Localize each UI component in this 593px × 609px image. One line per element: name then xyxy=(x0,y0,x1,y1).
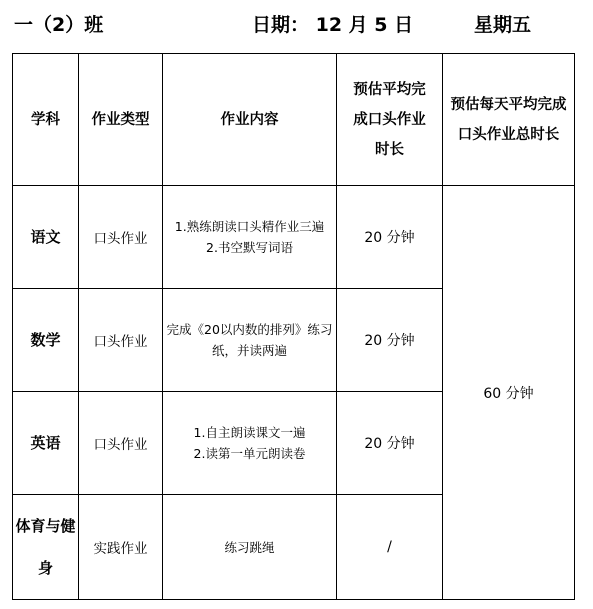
header-type: 作业类型 xyxy=(79,54,163,186)
date-label: 日期： 12 月 5 日 xyxy=(252,14,414,36)
header-estimate xyxy=(337,54,443,186)
header xyxy=(0,0,593,52)
table-row xyxy=(13,186,575,289)
content-cell xyxy=(163,495,337,600)
content-cell xyxy=(163,186,337,289)
content-line: 练习跳绳 xyxy=(224,539,275,555)
subject-cell: 语文 xyxy=(13,186,79,289)
header-total-line: 口头作业总时长 xyxy=(457,126,560,143)
estimate-cell: 20 分钟 xyxy=(337,392,443,495)
class-name: 一（2）班 xyxy=(14,14,104,36)
header-total xyxy=(443,54,575,186)
subject-cell: 英语 xyxy=(13,392,79,495)
total-cell: 60 分钟 xyxy=(443,186,575,600)
table-header-row xyxy=(13,54,575,186)
estimate-cell: 20 分钟 xyxy=(337,289,443,392)
header-estimate-line: 成口头作业 xyxy=(353,111,426,128)
header-estimate-line: 预估平均完 xyxy=(353,81,426,98)
type-cell: 实践作业 xyxy=(79,495,163,600)
estimate-cell: / xyxy=(337,495,443,600)
weekday-label: 星期五 xyxy=(474,14,532,36)
type-cell: 口头作业 xyxy=(79,392,163,495)
content-cell xyxy=(163,392,337,495)
content-line: 完成《20以内数的排列》练习纸，并读两遍 xyxy=(166,322,333,358)
content-line: 1.自主朗读课文一遍 xyxy=(193,425,306,440)
header-content: 作业内容 xyxy=(163,54,337,186)
type-cell: 口头作业 xyxy=(79,186,163,289)
header-total-line: 预估每天平均完成 xyxy=(450,96,567,113)
homework-table xyxy=(12,53,575,600)
content-line: 2.读第一单元朗读卷 xyxy=(193,446,306,461)
content-line: 1.熟练朗读口头精作业三遍 xyxy=(174,219,325,234)
type-cell: 口头作业 xyxy=(79,289,163,392)
estimate-cell: 20 分钟 xyxy=(337,186,443,289)
header-subject: 学科 xyxy=(13,54,79,186)
subject-cell: 数学 xyxy=(13,289,79,392)
content-line: 2.书空默写词语 xyxy=(206,240,293,255)
header-estimate-line: 时长 xyxy=(375,141,404,158)
content-cell xyxy=(163,289,337,392)
subject-cell: 体育与健身 xyxy=(13,495,79,600)
